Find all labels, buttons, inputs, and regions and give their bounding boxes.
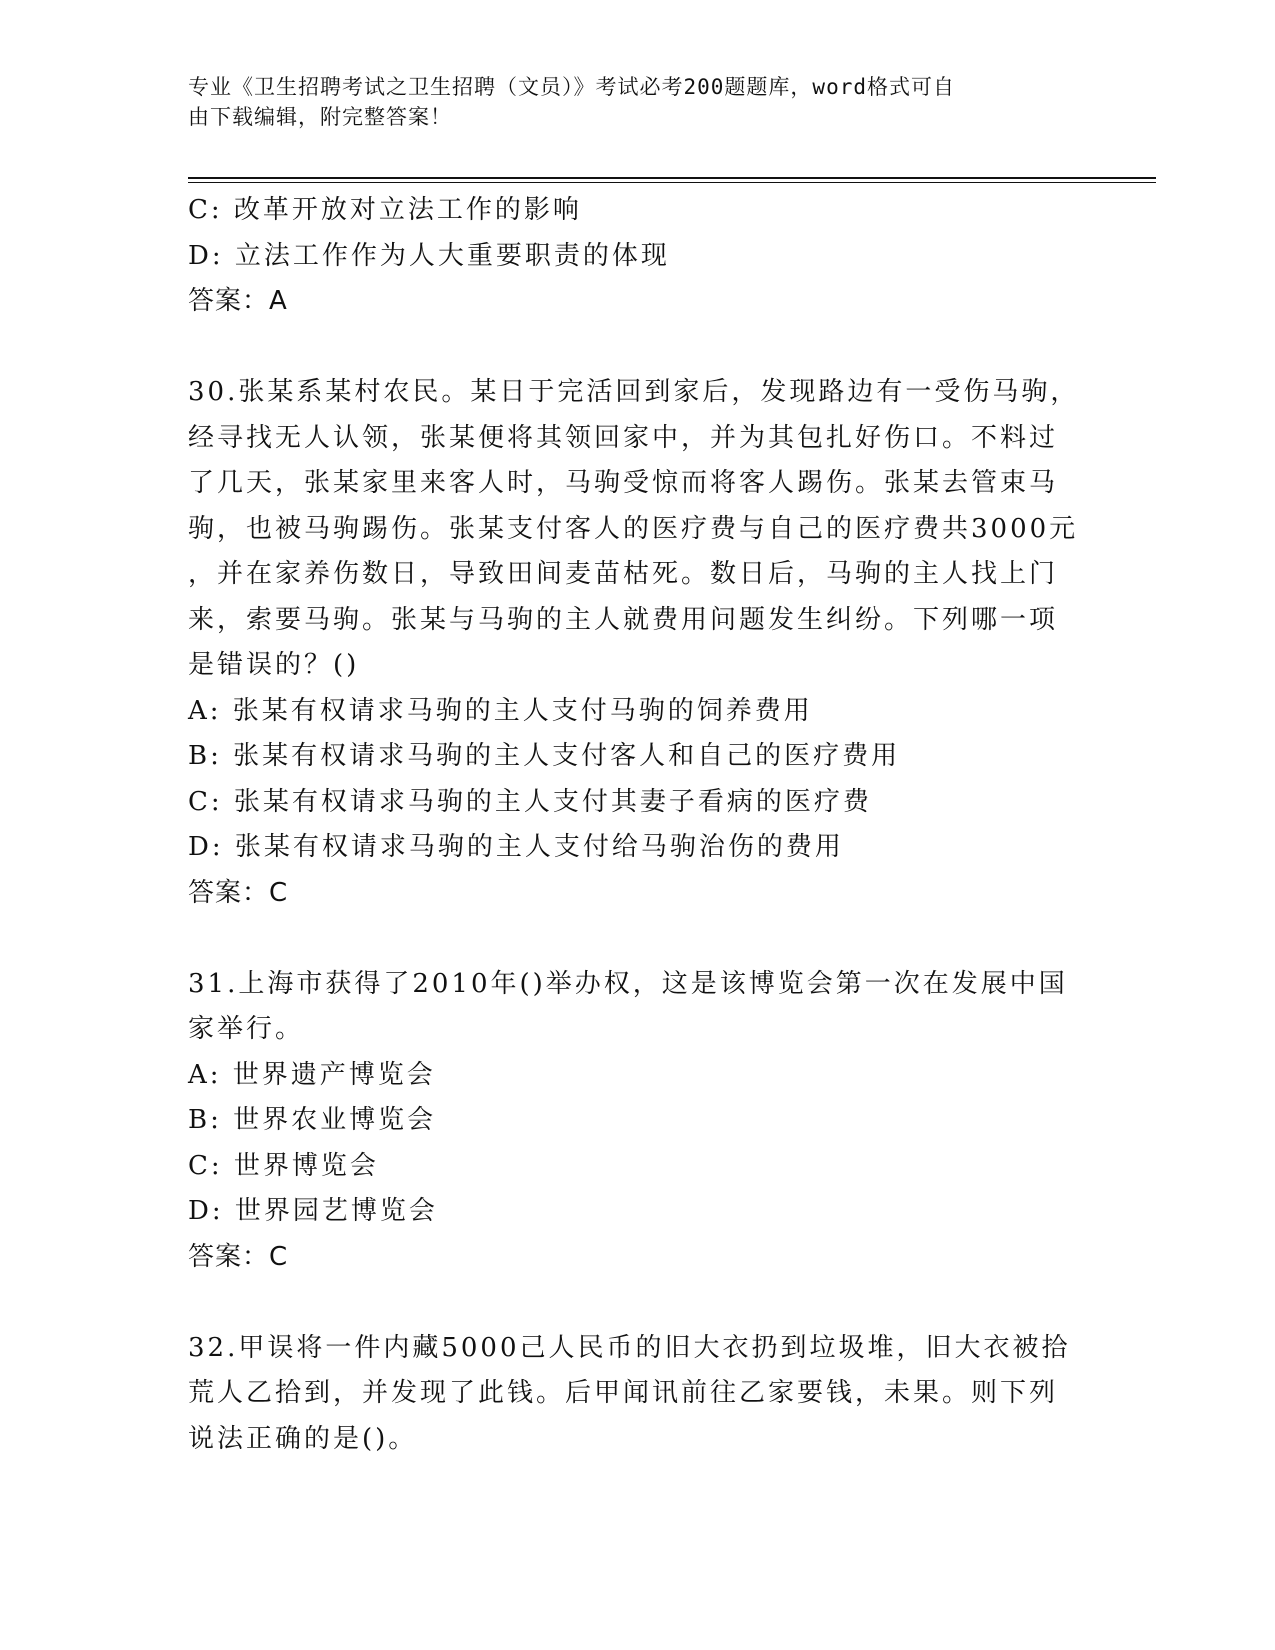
question-30-line: 是错误的？() <box>188 650 360 680</box>
option-c: C: 世界博览会 <box>188 1150 379 1181</box>
question-30-line: 来，索要马驹。张某与马驹的主人就费用问题发生纠纷。下列哪一项 <box>188 604 1059 635</box>
previous-question-tail <box>188 188 1088 325</box>
question-30 <box>188 370 1088 916</box>
option-c: C: 改革开放对立法工作的影响 <box>188 195 582 225</box>
question-31-line: 家举行。 <box>188 1014 305 1044</box>
question-32-line: 荒人乙拾到，并发现了此钱。后甲闻讯前往乙家要钱，未果。则下列 <box>188 1378 1059 1408</box>
question-30-line: 经寻找无人认领，张某便将其领回家中，并为其包扎好伤口。不料过 <box>188 422 1059 453</box>
answer: 答案：A <box>188 286 288 316</box>
header-line-1: 专业《卫生招聘考试之卫生招聘（文员）》考试必考200题题库，word格式可自 <box>188 75 955 99</box>
question-30-line: 30.张某系某村农民。某日于完活回到家后，发现路边有一受伤马驹， <box>188 377 1080 407</box>
option-b: B: 张某有权请求马驹的主人支付客人和自己的医疗费用 <box>188 741 901 771</box>
page-header <box>188 72 1068 132</box>
question-30-line: ，并在家养伤数日，导致田间麦苗枯死。数日后，马驹的主人找上门 <box>188 559 1059 589</box>
question-32 <box>188 1326 1088 1463</box>
question-32-line: 32.甲误将一件内藏5000己人民币的旧大衣扔到垃圾堆，旧大衣被拾 <box>188 1332 1071 1363</box>
question-32-line: 说法正确的是()。 <box>188 1423 418 1454</box>
option-a: A: 张某有权请求马驹的主人支付马驹的饲养费用 <box>188 695 813 726</box>
option-c: C: 张某有权请求马驹的主人支付其妻子看病的医疗费 <box>188 786 872 817</box>
option-d: D: 张某有权请求马驹的主人支付给马驹治伤的费用 <box>188 832 844 862</box>
option-d: D: 世界园艺博览会 <box>188 1196 438 1226</box>
option-b: B: 世界农业博览会 <box>188 1105 437 1135</box>
question-content <box>188 188 1088 1462</box>
answer: 答案：C <box>188 1241 289 1272</box>
header-divider-thin <box>188 182 1156 183</box>
header-line-2: 由下载编辑，附完整答案！ <box>188 105 452 129</box>
answer: 答案：C <box>188 877 289 908</box>
option-d: D: 立法工作作为人大重要职责的体现 <box>188 240 670 271</box>
question-31-line: 31.上海市获得了2010年()举办权，这是该博览会第一次在发展中国 <box>188 968 1068 999</box>
header-divider-thick <box>188 177 1156 179</box>
option-a: A: 世界遗产博览会 <box>188 1059 436 1090</box>
question-30-line: 驹，也被马驹踢伤。张某支付客人的医疗费与自己的医疗费共3000元 <box>188 513 1079 544</box>
question-30-line: 了几天，张某家里来客人时，马驹受惊而将客人踢伤。张某去管束马 <box>188 468 1059 498</box>
question-31 <box>188 962 1088 1281</box>
